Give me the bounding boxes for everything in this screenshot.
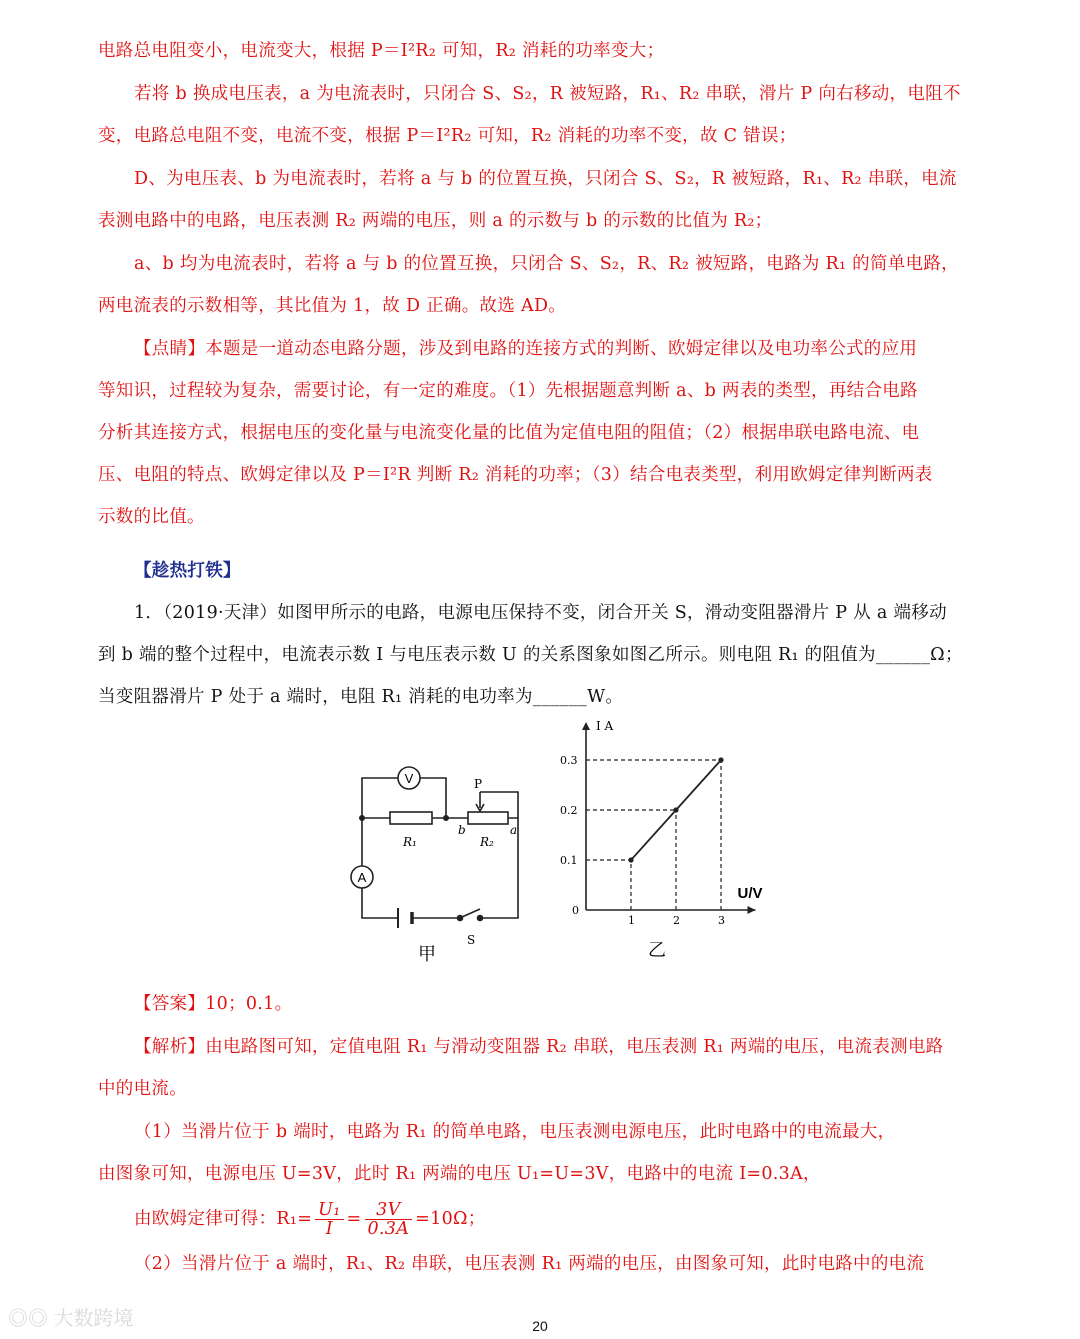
watermark-text: 大数跨境 bbox=[53, 1308, 134, 1330]
analysis-formula-prefix: 由欧姆定律可得：R₁= bbox=[134, 1209, 313, 1229]
data-point bbox=[673, 807, 678, 812]
answer-line: 【答案】10；0.1。 bbox=[134, 994, 293, 1014]
analysis-formula-result: =10Ω； bbox=[415, 1209, 486, 1229]
origin-label: 0 bbox=[572, 904, 579, 917]
label-a: a bbox=[510, 823, 518, 837]
x-axis-label: U/V bbox=[737, 885, 763, 902]
answer-block bbox=[98, 983, 983, 1285]
analysis-line-2: 中的电流。 bbox=[98, 1079, 187, 1099]
para-2-line-1: 若将 b 换成电压表，a 为电流表时，只闭合 S、S₂，R 被短路，R₁、R₂ 串联，滑片 P 向右移动，电阻不 bbox=[134, 84, 961, 104]
para-3-line-1: D、为电压表、b 为电流表时，若将 a 与 b 的位置互换，只闭合 S、S₂，R 被短路，R₁、R₂ 串联，电流 bbox=[134, 169, 957, 189]
junction-dot bbox=[359, 815, 365, 821]
fraction-u1-over-i bbox=[315, 1201, 343, 1238]
x-tick-label: 1 bbox=[628, 914, 635, 927]
voltmeter bbox=[398, 767, 420, 789]
figure bbox=[340, 719, 800, 973]
resistor-r1 bbox=[390, 812, 432, 824]
question-line-3: 当变阻器滑片 P 处于 a 端时，电阻 R₁ 消耗的电功率为______W。 bbox=[98, 687, 624, 707]
comment-line-5: 示数的比值。 bbox=[98, 507, 205, 527]
iv-graph bbox=[560, 719, 763, 927]
y-tick-label: 0.1 bbox=[560, 854, 578, 867]
fraction-denominator: 0.3A bbox=[367, 1219, 410, 1239]
analysis-line-5 bbox=[98, 1195, 983, 1243]
comment-line-1: 【点睛】本题是一道动态电路分题，涉及到电路的连接方式的判断、欧姆定律以及电功率公式的应用 bbox=[134, 339, 918, 359]
page-number: 20 bbox=[532, 1318, 548, 1334]
section-heading-text: 【趁热打铁】 bbox=[134, 561, 241, 581]
fraction-3v-over-03a bbox=[365, 1201, 413, 1238]
analysis-line-6: （2）当滑片位于 a 端时，R₁、R₂ 串联，电压表测 R₁ 两端的电压，由图象可知，此时电路中的电流 bbox=[134, 1254, 925, 1274]
fraction-denominator: I bbox=[325, 1219, 333, 1239]
svg-text:A: A bbox=[357, 870, 367, 885]
para-2-line-2: 变，电路总电阻不变，电流不变，根据 P＝I²R₂ 可知，R₂ 消耗的功率不变，故 C 错误； bbox=[98, 126, 797, 146]
label-r1: R₁ bbox=[403, 835, 417, 849]
junction-dot bbox=[443, 815, 449, 821]
watermark-icon: ◎◎ bbox=[8, 1308, 54, 1330]
circuit-caption: 甲 bbox=[418, 944, 436, 965]
y-tick-label: 0.2 bbox=[560, 804, 578, 817]
comment-line-2: 等知识，过程较为复杂，需要讨论，有一定的难度。（1）先根据题意判断 a、b 两表的类型，再结合电路 bbox=[98, 381, 918, 401]
label-s: S bbox=[467, 933, 476, 947]
label-p: P bbox=[474, 777, 483, 791]
comment-line-3: 分析其连接方式，根据电压的变化量与电流变化量的比值为定值电阻的阻值；（2）根据串联电路电流、电 bbox=[98, 423, 920, 443]
y-tick-label: 0.3 bbox=[560, 754, 578, 767]
label-b: b bbox=[458, 823, 466, 837]
resistor-r2 bbox=[468, 812, 508, 824]
fraction-numerator: U₁ bbox=[315, 1201, 343, 1220]
x-axis-arrow bbox=[748, 906, 756, 914]
graph-caption: 乙 bbox=[648, 940, 666, 961]
x-tick-label: 3 bbox=[718, 914, 725, 927]
data-point bbox=[718, 757, 723, 762]
question-block bbox=[98, 592, 983, 718]
analysis-line-4: 由图象可知，电源电压 U=3V，此时 R₁ 两端的电压 U₁=U=3V，电路中的电流 I=0.3A， bbox=[98, 1164, 821, 1184]
y-axis-label: I A bbox=[596, 719, 614, 733]
para-4-line-2: 两电流表的示数相等，其比值为 1，故 D 正确。故选 AD。 bbox=[98, 296, 567, 316]
section-heading bbox=[98, 550, 983, 592]
fraction-numerator: 3V bbox=[365, 1201, 413, 1220]
comment-line-4: 压、电阻的特点、欧姆定律以及 P＝I²R 判断 R₂ 消耗的功率；（3）结合电表类型，利用欧姆定律判断两表 bbox=[98, 465, 933, 485]
analysis-line-3: （1）当滑片位于 b 端时，电路为 R₁ 的简单电路，电压表测电源电压，此时电路中的电流最大， bbox=[134, 1122, 896, 1142]
circuit-diagram bbox=[362, 778, 518, 928]
svg-text:V: V bbox=[404, 771, 414, 786]
data-point bbox=[628, 857, 633, 862]
x-tick-label: 2 bbox=[673, 914, 680, 927]
para-3-line-2: 表测电路中的电路，电压表测 R₂ 两端的电压，则 a 的示数与 b 的示数的比值为 R₂； bbox=[98, 211, 773, 231]
y-axis-arrow bbox=[582, 722, 590, 730]
question-line-2: 到 b 端的整个过程中，电流表示数 I 与电压表示数 U 的关系图象如图乙所示。则电阻 R₁ 的阻值为______Ω； bbox=[98, 645, 963, 665]
question-line-1: 1．（2019·天津）如图甲所示的电路，电源电压保持不变，闭合开关 S，滑动变阻器滑片 P 从 a 端移动 bbox=[134, 603, 947, 623]
para-4-line-1: a、b 均为电流表时，若将 a 与 b 的位置互换，只闭合 S、S₂，R、R₂ 被短路，电路为 R₁ 的简单电路， bbox=[134, 254, 959, 274]
label-r2: R₂ bbox=[480, 835, 494, 849]
analysis-line-1: 【解析】由电路图可知，定值电阻 R₁ 与滑动变阻器 R₂ 串联，电压表测 R₁ 两端的电压，电流表测电路 bbox=[134, 1037, 944, 1057]
equals-sign: = bbox=[346, 1209, 362, 1229]
para-1: 电路总电阻变小，电流变大，根据 P＝I²R₂ 可知，R₂ 消耗的功率变大； bbox=[98, 41, 665, 61]
explanation-block bbox=[98, 30, 983, 538]
ammeter bbox=[351, 866, 373, 888]
